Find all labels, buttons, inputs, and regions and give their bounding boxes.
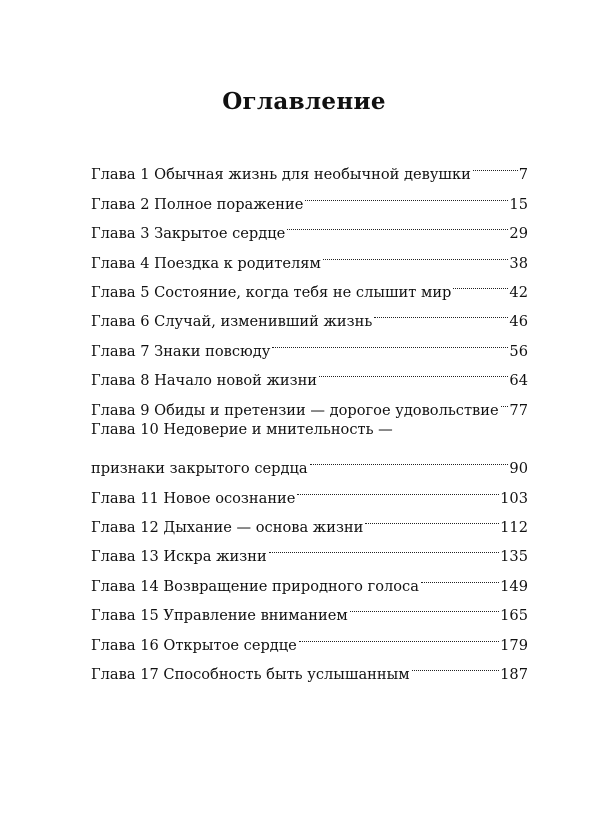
dot-leader	[412, 650, 500, 679]
toc-entry-title-continuation: признаки закрытого сердца	[91, 460, 308, 478]
toc-entry-page: 165	[500, 607, 528, 625]
page-title: Оглавление	[222, 88, 386, 115]
dot-leader	[305, 179, 508, 208]
toc-entry-title: Глава 2 Полное поражение	[91, 195, 304, 213]
toc-entry-title: Глава 3 Закрытое сердце	[91, 225, 286, 243]
dot-leader	[310, 444, 509, 473]
toc-entry-page: 135	[500, 548, 528, 566]
toc-entry-title: Глава 4 Поездка к родителям	[91, 254, 321, 272]
toc-entry-page: 42	[509, 283, 528, 301]
toc-entry-page: 112	[500, 519, 528, 537]
toc-entry-page: 64	[509, 372, 528, 390]
dot-leader	[299, 620, 499, 649]
dot-leader	[323, 238, 509, 267]
dot-leader	[374, 297, 508, 326]
toc-entry	[91, 444, 528, 478]
dot-leader	[473, 150, 518, 179]
toc-entry-title: Глава 16 Открытое сердце	[91, 636, 297, 654]
dot-leader	[365, 503, 499, 532]
toc-entry	[91, 150, 528, 184]
toc-entry-page: 90	[509, 460, 528, 478]
toc-entry-title: Глава 10 Недоверие и мнительность —	[91, 420, 393, 438]
toc-entry-title: Глава 15 Управление вниманием	[91, 607, 348, 625]
dot-leader	[297, 473, 499, 502]
toc-entry-title: Глава 8 Начало новой жизни	[91, 372, 318, 390]
toc-entry-title: Глава 13 Искра жизни	[91, 548, 267, 566]
dot-leader	[350, 591, 499, 620]
toc-entry-page: 77	[509, 401, 528, 419]
toc-entry-title: Глава 17 Способность быть услышанным	[91, 666, 410, 684]
toc-entry-title: Глава 12 Дыхание — основа жизни	[91, 519, 364, 537]
dot-leader	[269, 532, 499, 561]
toc-entry-page: 149	[500, 577, 528, 595]
toc-entry-page: 103	[500, 489, 528, 507]
toc-entry-page: 46	[509, 313, 528, 331]
table-of-contents	[91, 150, 528, 684]
toc-entry-page: 7	[518, 166, 528, 184]
dot-leader	[272, 326, 508, 355]
dot-leader	[287, 209, 508, 238]
toc-entry-page: 179	[500, 636, 528, 654]
toc-entry-title: Глава 5 Состояние, когда тебя не слышит мир	[91, 283, 452, 301]
toc-entry-page: 15	[509, 195, 528, 213]
toc-entry-page: 56	[509, 342, 528, 360]
toc-entry-title: Глава 9 Обиды и претензии — дорогое удовольствие	[91, 401, 499, 419]
toc-entry-page: 187	[500, 666, 528, 684]
toc-entry-page: 38	[509, 254, 528, 272]
toc-entry-title: Глава 1 Обычная жизнь для необычной девушки	[91, 166, 471, 184]
toc-entry-title: Глава 11 Новое осознание	[91, 489, 296, 507]
dot-leader	[421, 561, 499, 590]
toc-entry-title: Глава 7 Знаки повсюду	[91, 342, 271, 360]
toc-entry-title: Глава 14 Возвращение природного голоса	[91, 577, 419, 595]
dot-leader	[453, 268, 508, 297]
toc-entry-title: Глава 6 Случай, изменивший жизнь	[91, 313, 373, 331]
dot-leader	[319, 356, 508, 385]
toc-entry-page: 29	[509, 225, 528, 243]
dot-leader	[501, 385, 509, 414]
